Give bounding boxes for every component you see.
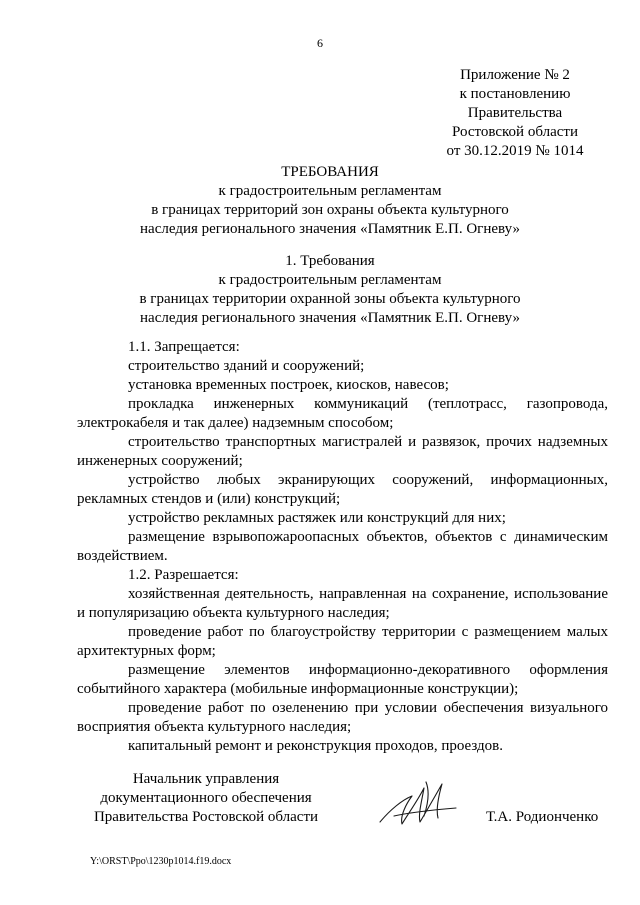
list-item-continuation: рекламных стендов и (или) конструкций;	[77, 491, 341, 507]
list-item: проведение работ по благоустройству территории с размещением малых	[128, 624, 608, 640]
list-item: размещение взрывопожароопасных объектов, объектов с динамическим	[128, 529, 608, 545]
title-line: к градостроительным регламентам	[218, 183, 442, 199]
list-item-continuation: архитектурных форм;	[77, 643, 216, 659]
title-heading: ТРЕБОВАНИЯ	[281, 164, 379, 180]
signatory-position-line: Начальник управления	[132, 771, 280, 787]
list-item: капитальный ремонт и реконструкция проходов, проездов.	[128, 738, 504, 754]
title-line: наследия регионального значения «Памятник Е.П. Огневу»	[140, 221, 520, 237]
list-item: проведение работ по озеленению при условии обеспечения визуального	[128, 700, 608, 716]
list-item: прокладка инженерных коммуникаций (теплотрасс, газопровода,	[128, 396, 608, 412]
appendix-header	[420, 66, 610, 161]
list-item: хозяйственная деятельность, направленная на сохранение, использование	[128, 586, 608, 602]
list-item-continuation: событийного характера (мобильные информационные конструкции);	[77, 681, 519, 697]
appendix-line: Правительства	[467, 105, 563, 121]
signatory-position-line: Правительства Ростовской области	[93, 809, 319, 825]
list-item-continuation: и популяризацию объекта культурного наследия;	[77, 605, 390, 621]
handwritten-signature	[372, 770, 464, 840]
signatory-name: Т.А. Родионченко	[486, 809, 599, 825]
list-item: строительство зданий и сооружений;	[128, 358, 365, 374]
list-item-continuation: электрокабеля и так далее) надземным способом;	[77, 415, 394, 431]
section-title-line: наследия регионального значения «Памятник Е.П. Огневу»	[140, 310, 520, 326]
list-item: размещение элементов информационно-декоративного оформления	[128, 662, 608, 678]
list-item: устройство рекламных растяжек или конструкций для них;	[128, 510, 506, 526]
file-path-footer: Y:\ORST\Ppo\1230p1014.f19.docx	[90, 856, 232, 867]
list-item: установка временных построек, киосков, навесов;	[128, 377, 449, 393]
subsection-heading-permitted: 1.2. Разрешается:	[128, 567, 239, 583]
title-line: в границах территорий зон охраны объекта культурного	[151, 202, 509, 218]
list-item: устройство любых экранирующих сооружений, информационных,	[128, 472, 608, 488]
appendix-line: Ростовской области	[452, 124, 578, 140]
appendix-line: Приложение № 2	[460, 67, 570, 83]
appendix-line: от 30.12.2019 № 1014	[446, 143, 584, 159]
list-item-continuation: инженерных сооружений;	[77, 453, 243, 469]
list-item-continuation: воздействием.	[77, 548, 168, 564]
section-title-line: к градостроительным регламентам	[218, 272, 442, 288]
section-title	[40, 252, 620, 328]
appendix-line: к постановлению	[459, 86, 571, 102]
page-number: 6	[317, 36, 323, 50]
subsection-heading-prohibited: 1.1. Запрещается:	[128, 339, 240, 355]
section-title-line: в границах территории охранной зоны объекта культурного	[139, 291, 521, 307]
signatory-position-line: документационного обеспечения	[100, 790, 312, 806]
document-title	[40, 163, 620, 239]
list-item-continuation: восприятия объекта культурного наследия;	[77, 719, 352, 735]
list-item: строительство транспортных магистралей и развязок, прочих надземных	[128, 434, 608, 450]
section-title-line: 1. Требования	[285, 253, 375, 269]
signatory-position	[86, 770, 326, 827]
